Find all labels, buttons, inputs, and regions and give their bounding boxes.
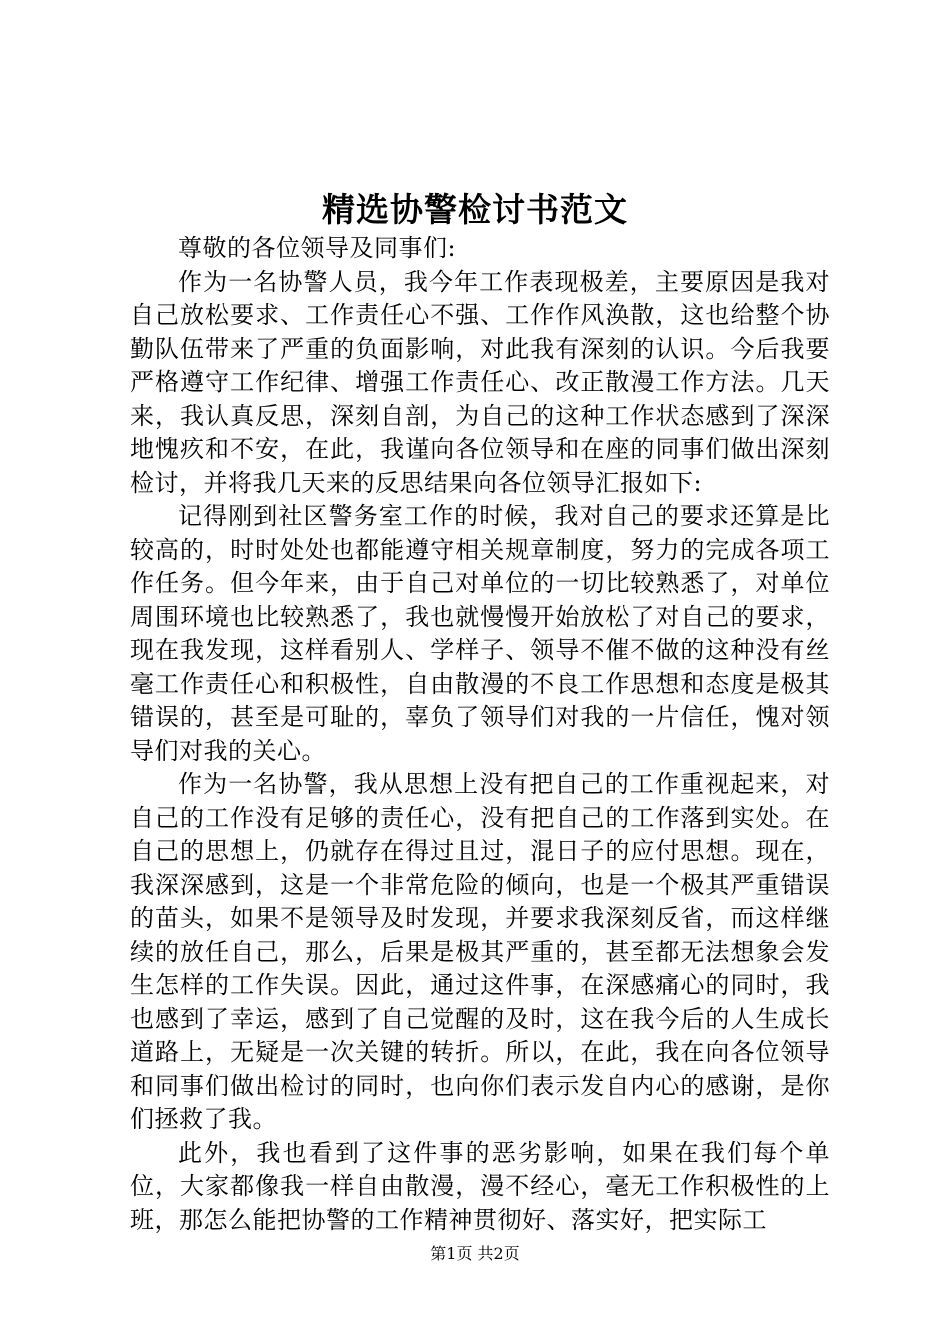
page-number-footer: 第1页 共2页	[430, 1244, 520, 1263]
document-body	[130, 232, 830, 1237]
document-title: 精选协警检讨书范文	[322, 190, 628, 229]
paragraph: 记得刚到社区警务室工作的时候，我对自己的要求还算是比较高的，时时处处也都能遵守相关规章制度，努力的完成各项工作任务。但今年来，由于自己对单位的一切比较熟悉了，对单位周围环境也比较熟悉了，我也就慢慢开始放松了对自己的要求，现在我发现，这样看别人、学样子、领导不催不做的这种没有丝毫工作责任心和积极性，自由散漫的不良工作思想和态度是极其错误的，甚至是可耻的，辜负了领导们对我的一片信任，愧对领导们对我的关心。	[130, 502, 830, 765]
paragraph: 此外，我也看到了这件事的恶劣影响，如果在我们每个单位，大家都像我一样自由散漫，漫不经心，毫无工作积极性的上班，那怎么能把协警的工作精神贯彻好、落实好，把实际工	[130, 1138, 830, 1234]
salutation: 尊敬的各位领导及同事们:	[178, 234, 457, 262]
paragraph: 作为一名协警，我从思想上没有把自己的工作重视起来，对自己的工作没有足够的责任心，没有把自己的工作落到实处。在自己的思想上，仍就存在得过且过，混日子的应付思想。现在，我深深感到，这是一个非常危险的倾向，也是一个极其严重错误的苗头，如果不是领导及时发现，并要求我深刻反省，而这样继续的放任自己，那么，后果是极其严重的，甚至都无法想象会发生怎样的工作失误。因此，通过这件事，在深感痛心的同时，我也感到了幸运，感到了自己觉醒的及时，这在我今后的人生成长道路上，无疑是一次关键的转折。所以，在此，我在向各位领导和同事们做出检讨的同时，也向你们表示发自内心的感谢，是你们拯救了我。	[130, 770, 830, 1133]
paragraph: 作为一名协警人员，我今年工作表现极差，主要原因是我对自己放松要求、工作责任心不强、工作作风涣散，这也给整个协勤队伍带来了严重的负面影响，对此我有深刻的认识。今后我要严格遵守工作纪律、增强工作责任心、改正散漫工作方法。几天来，我认真反思，深刻自剖，为自己的这种工作状态感到了深深地愧疚和不安，在此，我谨向各位领导和在座的同事们做出深刻检讨，并将我几天来的反思结果向各位领导汇报如下:	[130, 267, 830, 497]
